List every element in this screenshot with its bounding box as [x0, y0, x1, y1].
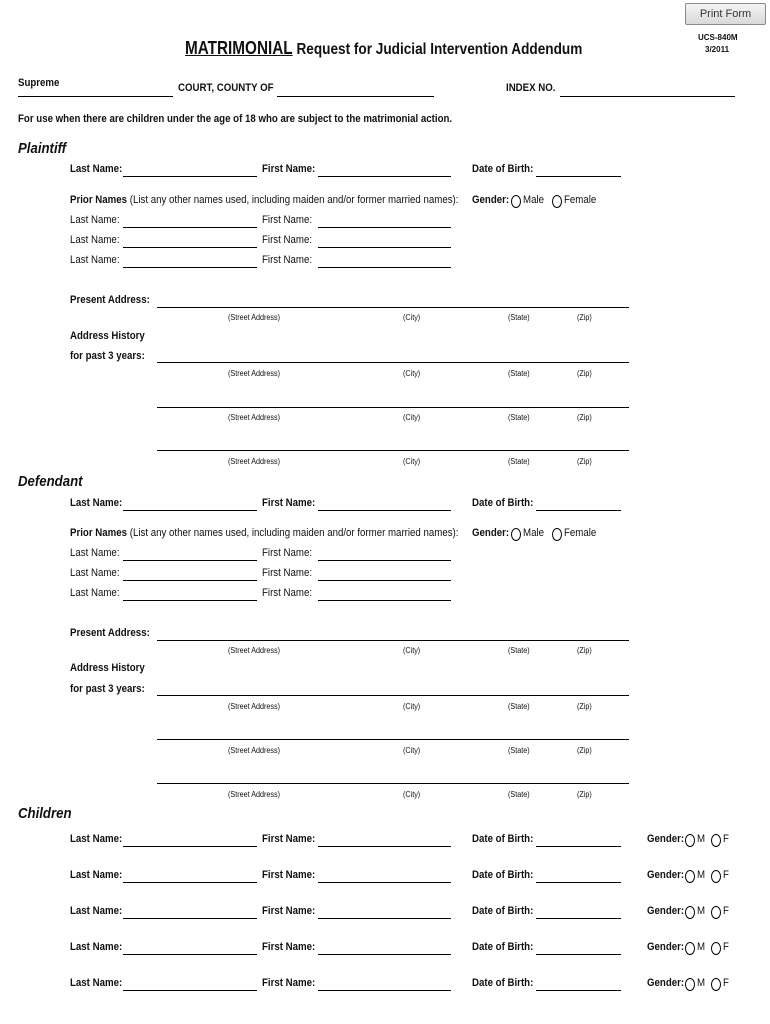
defendant-present-address-field[interactable] — [157, 640, 629, 641]
first-name-label: First Name: — [262, 214, 313, 226]
defendant-prior-last-name-field[interactable] — [123, 580, 257, 581]
m-label: M — [697, 869, 706, 881]
present-address-label: Present Address: — [70, 627, 150, 639]
index-no-label: INDEX NO. — [506, 82, 556, 94]
child-4-first-name-field[interactable] — [318, 954, 451, 955]
zip-caption: (Zip) — [577, 369, 592, 378]
first-name-label: First Name: — [262, 941, 316, 953]
state-caption: (State) — [508, 369, 530, 378]
gender-label: Gender: — [472, 194, 510, 206]
defendant-dob-field[interactable] — [536, 510, 621, 511]
prior-names-label: Prior Names (List any other names used, including maiden and/or former married names): — [70, 527, 459, 539]
defendant-prior-first-name-field[interactable] — [318, 580, 451, 581]
child-1-dob-field[interactable] — [536, 846, 621, 847]
dob-label: Date of Birth: — [472, 869, 534, 881]
supreme-label: Supreme — [18, 77, 60, 89]
male-label: Male — [523, 527, 544, 539]
first-name-label: First Name: — [262, 567, 313, 579]
child-4-dob-field[interactable] — [536, 954, 621, 955]
state-caption: (State) — [508, 646, 530, 655]
first-name-label: First Name: — [262, 905, 316, 917]
street-caption: (Street Address) — [228, 313, 281, 322]
last-name-label: Last Name: — [70, 941, 123, 953]
child-2-last-name-field[interactable] — [123, 882, 257, 883]
index-no-field[interactable] — [560, 96, 735, 97]
state-caption: (State) — [508, 790, 530, 799]
city-caption: (City) — [403, 702, 421, 711]
plaintiff-prior-last-name-field[interactable] — [123, 247, 257, 248]
print-form-button[interactable]: Print Form — [685, 3, 766, 25]
title-matrimonial: MATRIMONIAL — [185, 38, 293, 58]
f-label: F — [723, 977, 729, 989]
gender-label: Gender: — [647, 941, 685, 953]
f-label: F — [723, 869, 729, 881]
address-history-label-2: for past 3 years: — [70, 683, 145, 695]
first-name-label: First Name: — [262, 977, 316, 989]
m-label: M — [697, 977, 706, 989]
last-name-label: Last Name: — [70, 214, 120, 226]
last-name-label: Last Name: — [70, 497, 123, 509]
first-name-label: First Name: — [262, 587, 313, 599]
first-name-label: First Name: — [262, 869, 316, 881]
zip-caption: (Zip) — [577, 646, 592, 655]
child-1-first-name-field[interactable] — [318, 846, 451, 847]
form-code: UCS-840M — [698, 33, 738, 42]
child-1-male-radio[interactable] — [685, 834, 695, 847]
first-name-label: First Name: — [262, 547, 313, 559]
child-2-dob-field[interactable] — [536, 882, 621, 883]
defendant-last-name-field[interactable] — [123, 510, 257, 511]
male-label: Male — [523, 194, 544, 206]
address-history-label-2: for past 3 years: — [70, 350, 145, 362]
last-name-label: Last Name: — [70, 567, 120, 579]
prior-names-label: Prior Names (List any other names used, including maiden and/or former married names): — [70, 194, 459, 206]
child-4-male-radio[interactable] — [685, 942, 695, 955]
gender-label: Gender: — [647, 977, 685, 989]
first-name-label: First Name: — [262, 254, 313, 266]
child-2-male-radio[interactable] — [685, 870, 695, 883]
defendant-history-address-2[interactable] — [157, 739, 629, 740]
section-plaintiff: Plaintiff — [18, 140, 67, 157]
supreme-line[interactable] — [18, 96, 173, 97]
plaintiff-history-address-3[interactable] — [157, 450, 629, 451]
section-children: Children — [18, 805, 72, 822]
dob-label: Date of Birth: — [472, 905, 534, 917]
f-label: F — [723, 833, 729, 845]
defendant-prior-last-name-field[interactable] — [123, 560, 257, 561]
last-name-label: Last Name: — [70, 977, 123, 989]
f-label: F — [723, 905, 729, 917]
child-5-last-name-field[interactable] — [123, 990, 257, 991]
child-5-female-radio[interactable] — [711, 978, 721, 991]
city-caption: (City) — [403, 790, 421, 799]
plaintiff-prior-last-name-field[interactable] — [123, 267, 257, 268]
child-3-female-radio[interactable] — [711, 906, 721, 919]
dob-label: Date of Birth: — [472, 163, 534, 175]
plaintiff-history-address-2[interactable] — [157, 407, 629, 408]
dob-label: Date of Birth: — [472, 977, 534, 989]
first-name-label: First Name: — [262, 833, 316, 845]
f-label: F — [723, 941, 729, 953]
zip-caption: (Zip) — [577, 790, 592, 799]
last-name-label: Last Name: — [70, 905, 123, 917]
child-3-first-name-field[interactable] — [318, 918, 451, 919]
first-name-label: First Name: — [262, 497, 316, 509]
plaintiff-male-radio[interactable] — [511, 195, 521, 208]
city-caption: (City) — [403, 413, 421, 422]
plaintiff-present-address-field[interactable] — [157, 307, 629, 308]
child-2-first-name-field[interactable] — [318, 882, 451, 883]
m-label: M — [697, 905, 706, 917]
plaintiff-female-radio[interactable] — [552, 195, 562, 208]
child-4-last-name-field[interactable] — [123, 954, 257, 955]
title-rest: Request for Judicial Intervention Addendum — [296, 41, 583, 58]
zip-caption: (Zip) — [577, 746, 592, 755]
last-name-label: Last Name: — [70, 163, 123, 175]
form-date: 3/2011 — [705, 45, 730, 54]
instruction-text: For use when there are children under the age of 18 who are subject to the matrimonial action. — [18, 113, 453, 125]
defendant-prior-first-name-field[interactable] — [318, 560, 451, 561]
defendant-history-address-3[interactable] — [157, 783, 629, 784]
last-name-label: Last Name: — [70, 234, 120, 246]
m-label: M — [697, 941, 706, 953]
plaintiff-prior-first-name-field[interactable] — [318, 247, 451, 248]
present-address-label: Present Address: — [70, 294, 150, 306]
child-3-male-radio[interactable] — [685, 906, 695, 919]
city-caption: (City) — [403, 646, 421, 655]
city-caption: (City) — [403, 313, 421, 322]
court-county-label: COURT, COUNTY OF — [178, 82, 274, 94]
zip-caption: (Zip) — [577, 313, 592, 322]
dob-label: Date of Birth: — [472, 833, 534, 845]
plaintiff-prior-last-name-field[interactable] — [123, 227, 257, 228]
city-caption: (City) — [403, 746, 421, 755]
state-caption: (State) — [508, 457, 530, 466]
last-name-label: Last Name: — [70, 547, 120, 559]
plaintiff-last-name-field[interactable] — [123, 176, 257, 177]
street-caption: (Street Address) — [228, 746, 281, 755]
address-history-label: Address History — [70, 662, 145, 674]
first-name-label: First Name: — [262, 163, 316, 175]
defendant-prior-last-name-field[interactable] — [123, 600, 257, 601]
defendant-history-address-1[interactable] — [157, 695, 629, 696]
street-caption: (Street Address) — [228, 646, 281, 655]
plaintiff-first-name-field[interactable] — [318, 176, 451, 177]
section-defendant: Defendant — [18, 473, 83, 490]
gender-label: Gender: — [647, 905, 685, 917]
female-label: Female — [564, 194, 597, 206]
defendant-first-name-field[interactable] — [318, 510, 451, 511]
child-2-female-radio[interactable] — [711, 870, 721, 883]
female-label: Female — [564, 527, 597, 539]
child-4-female-radio[interactable] — [711, 942, 721, 955]
defendant-prior-first-name-field[interactable] — [318, 600, 451, 601]
street-caption: (Street Address) — [228, 369, 281, 378]
child-5-male-radio[interactable] — [685, 978, 695, 991]
child-3-dob-field[interactable] — [536, 918, 621, 919]
state-caption: (State) — [508, 313, 530, 322]
street-caption: (Street Address) — [228, 790, 281, 799]
last-name-label: Last Name: — [70, 833, 123, 845]
child-1-last-name-field[interactable] — [123, 846, 257, 847]
last-name-label: Last Name: — [70, 587, 120, 599]
zip-caption: (Zip) — [577, 413, 592, 422]
plaintiff-prior-first-name-field[interactable] — [318, 227, 451, 228]
last-name-label: Last Name: — [70, 869, 123, 881]
defendant-female-radio[interactable] — [552, 528, 562, 541]
dob-label: Date of Birth: — [472, 941, 534, 953]
city-caption: (City) — [403, 369, 421, 378]
zip-caption: (Zip) — [577, 457, 592, 466]
first-name-label: First Name: — [262, 234, 313, 246]
street-caption: (Street Address) — [228, 702, 281, 711]
m-label: M — [697, 833, 706, 845]
child-1-female-radio[interactable] — [711, 834, 721, 847]
address-history-label: Address History — [70, 330, 145, 342]
child-5-first-name-field[interactable] — [318, 990, 451, 991]
gender-label: Gender: — [647, 833, 685, 845]
page-title — [185, 38, 582, 59]
plaintiff-dob-field[interactable] — [536, 176, 621, 177]
street-caption: (Street Address) — [228, 457, 281, 466]
plaintiff-prior-first-name-field[interactable] — [318, 267, 451, 268]
dob-label: Date of Birth: — [472, 497, 534, 509]
state-caption: (State) — [508, 746, 530, 755]
city-caption: (City) — [403, 457, 421, 466]
defendant-male-radio[interactable] — [511, 528, 521, 541]
gender-label: Gender: — [647, 869, 685, 881]
state-caption: (State) — [508, 702, 530, 711]
plaintiff-history-address-1[interactable] — [157, 362, 629, 363]
state-caption: (State) — [508, 413, 530, 422]
gender-label: Gender: — [472, 527, 510, 539]
county-field[interactable] — [277, 96, 434, 97]
street-caption: (Street Address) — [228, 413, 281, 422]
child-3-last-name-field[interactable] — [123, 918, 257, 919]
child-5-dob-field[interactable] — [536, 990, 621, 991]
last-name-label: Last Name: — [70, 254, 120, 266]
zip-caption: (Zip) — [577, 702, 592, 711]
